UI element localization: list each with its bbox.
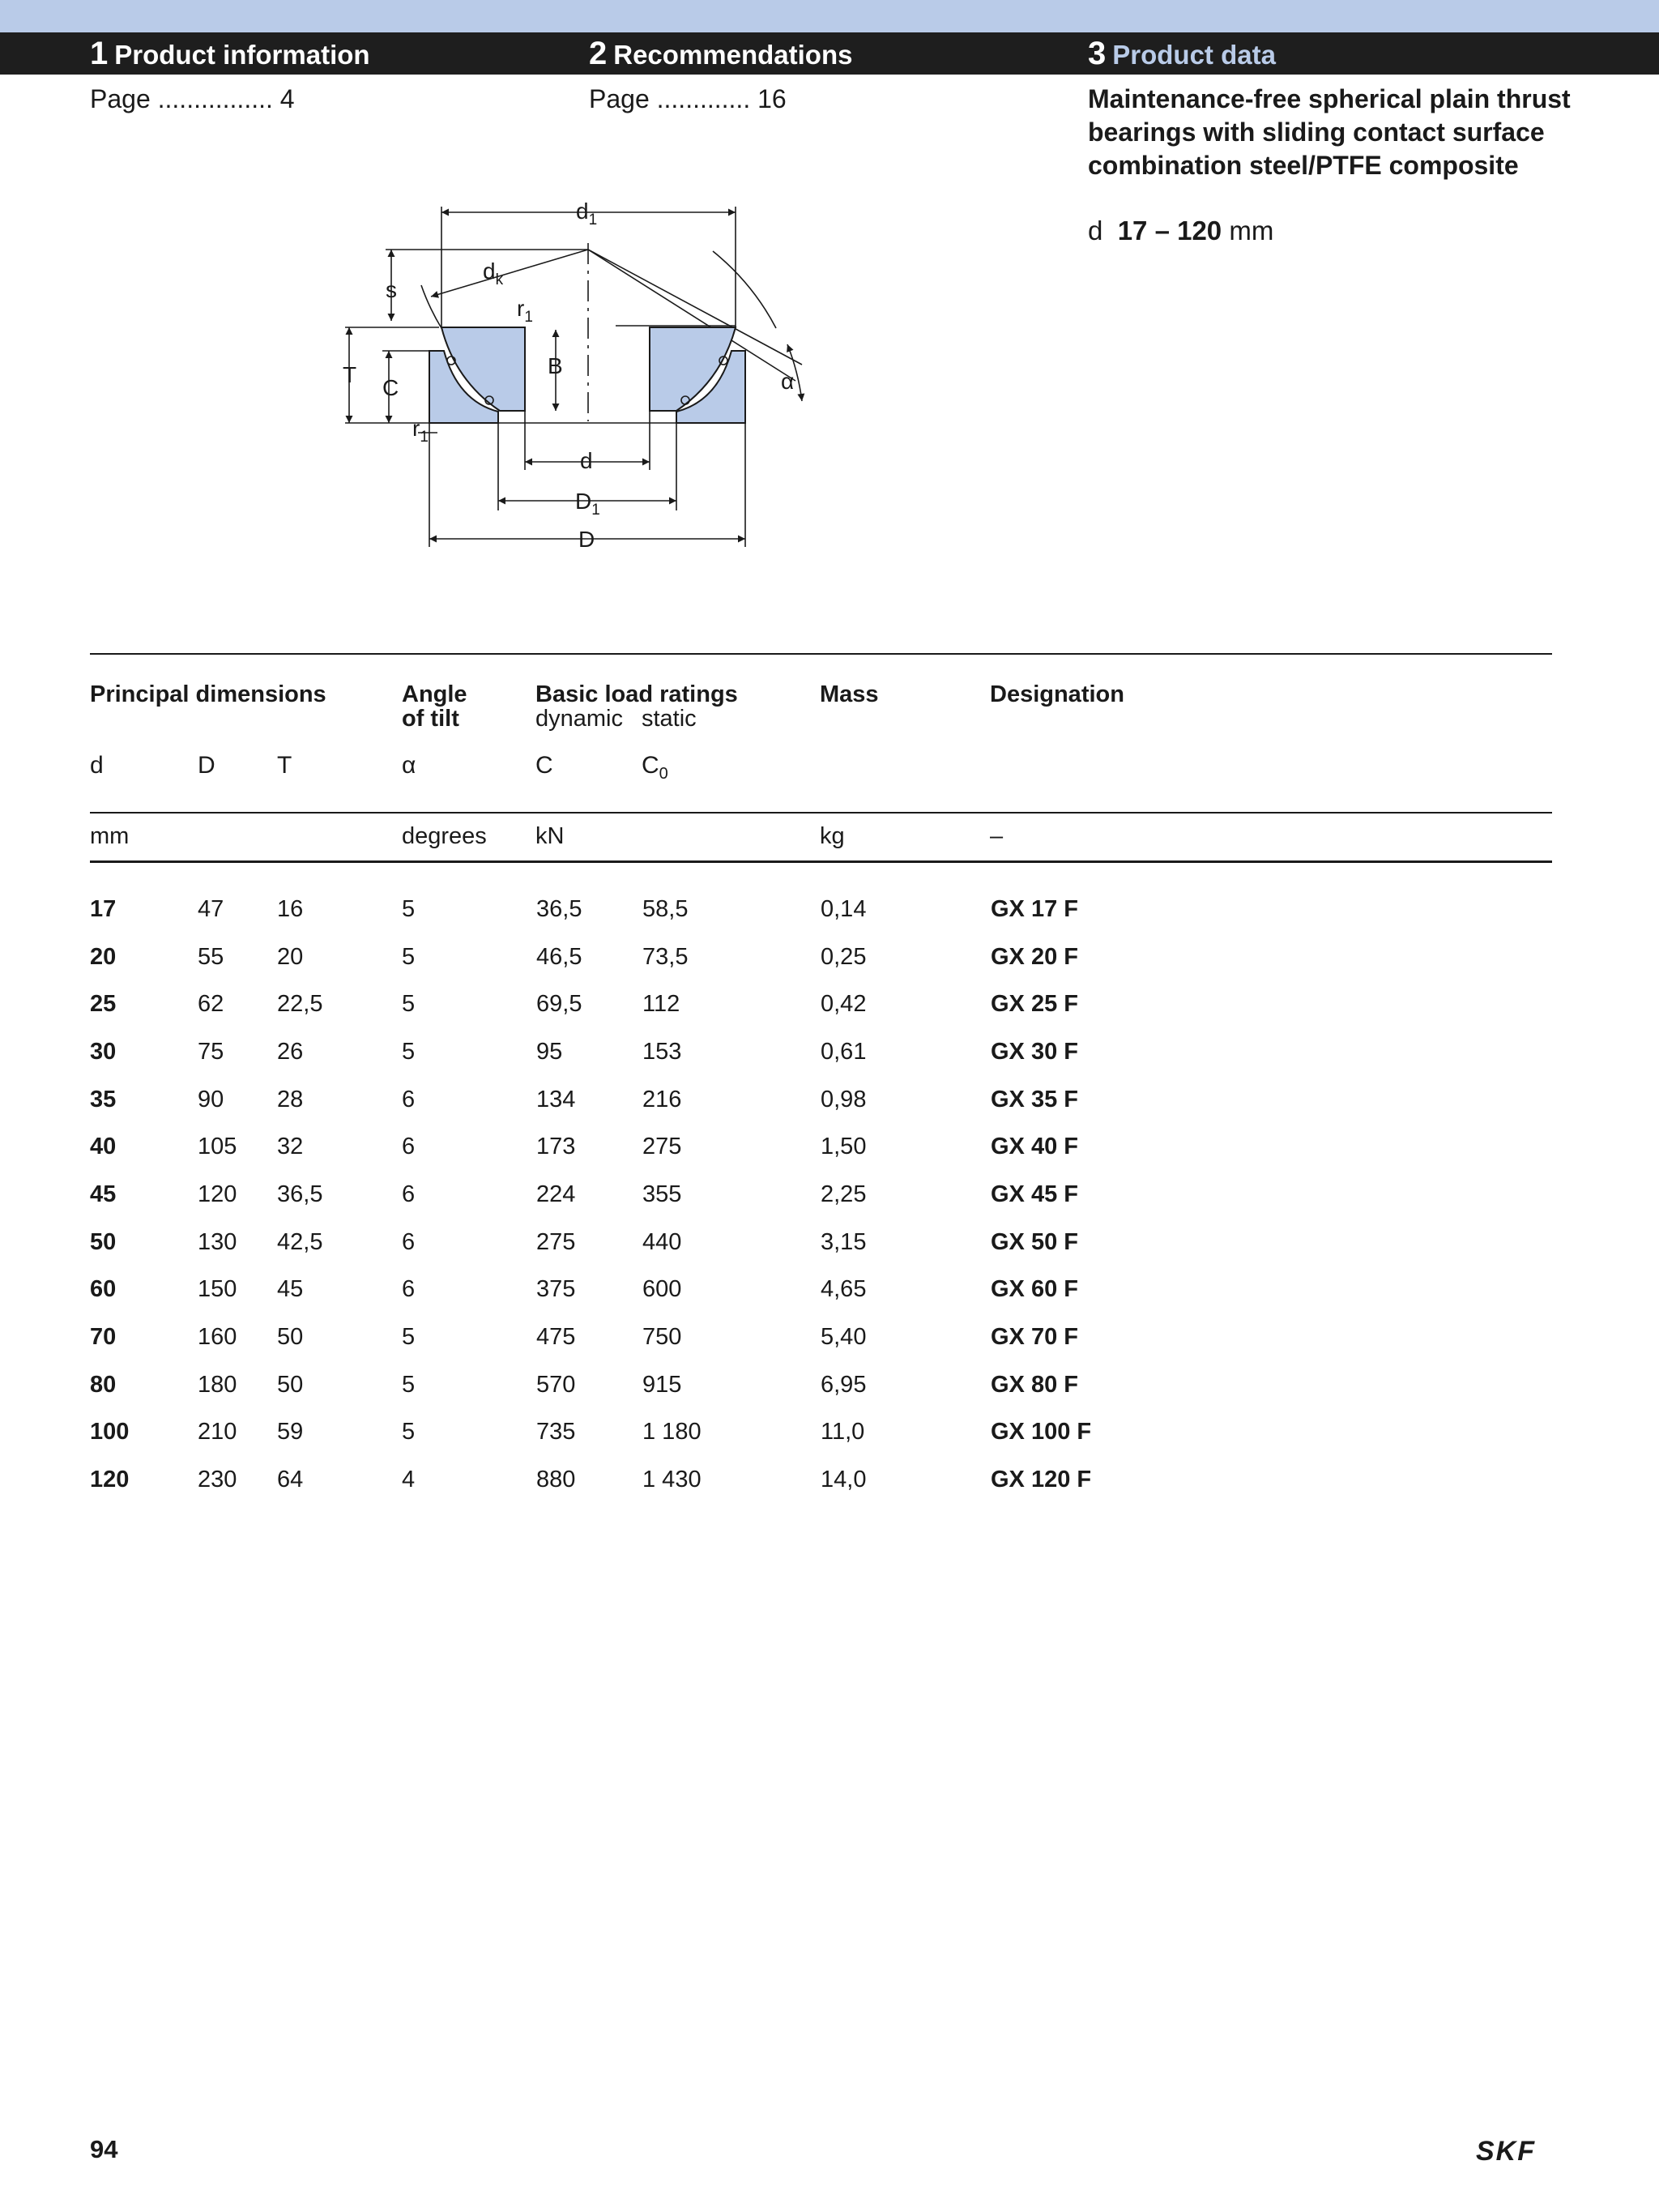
cell-d: 17 xyxy=(90,895,117,922)
bearing-cross-section-drawing xyxy=(0,0,1659,583)
cell-C0: 440 xyxy=(642,1228,682,1255)
cell-d: 25 xyxy=(90,991,117,1018)
cell-mass: 5,40 xyxy=(821,1324,867,1351)
cell-T: 42,5 xyxy=(277,1228,323,1255)
cell-D: 160 xyxy=(198,1324,237,1351)
cell-d: 80 xyxy=(90,1371,117,1398)
cell-D: 47 xyxy=(198,895,224,922)
symbol-T: T xyxy=(277,752,292,779)
cell-T: 64 xyxy=(277,1467,304,1493)
cell-designation: GX 17 F xyxy=(991,895,1078,922)
cell-C: 275 xyxy=(536,1228,576,1255)
table-row xyxy=(90,1123,1153,1171)
nav-label: Product information xyxy=(114,40,370,70)
cell-C0: 153 xyxy=(642,1038,682,1065)
nav-label: Recommendations xyxy=(613,40,853,70)
label-D1: $D_1$ xyxy=(575,489,600,519)
cell-designation: GX 20 F xyxy=(991,943,1078,970)
cell-designation: GX 100 F xyxy=(991,1419,1092,1445)
cell-D: 130 xyxy=(198,1228,237,1255)
cell-C: 134 xyxy=(536,1086,576,1112)
cell-alpha: 5 xyxy=(402,1038,416,1065)
label-C: C xyxy=(382,375,399,400)
label-d1: $d_1$ xyxy=(576,199,598,228)
header-basic-load-ratings: Basic load ratings xyxy=(535,681,738,707)
table-row xyxy=(90,1456,1153,1504)
cell-T: 45 xyxy=(277,1276,304,1303)
range-unit: mm xyxy=(1229,216,1274,246)
label-r1-top: $r_1$ xyxy=(517,296,533,326)
cell-T: 16 xyxy=(277,895,304,922)
cell-alpha: 5 xyxy=(402,991,416,1018)
header-angle: Angle xyxy=(402,681,467,707)
bearing-data-table xyxy=(90,886,1153,1504)
unit-dash: – xyxy=(990,823,1004,849)
skf-logo xyxy=(1463,2134,1549,2167)
cell-d: 30 xyxy=(90,1038,117,1065)
cell-mass: 0,98 xyxy=(821,1086,867,1112)
cell-D: 210 xyxy=(198,1419,237,1445)
page-link-recommendations[interactable]: Page ............. 16 xyxy=(589,84,787,113)
cell-d: 40 xyxy=(90,1134,117,1160)
range-symbol: d xyxy=(1088,216,1103,246)
cell-designation: GX 60 F xyxy=(991,1276,1078,1303)
cell-C0: 915 xyxy=(642,1371,682,1398)
cell-mass: 0,14 xyxy=(821,895,867,922)
nav-number: 1 xyxy=(90,36,109,71)
cell-C: 880 xyxy=(536,1467,576,1493)
header-dynamic: dynamic xyxy=(535,706,623,732)
header-of-tilt: of tilt xyxy=(402,706,459,732)
cell-mass: 4,65 xyxy=(821,1276,867,1303)
cell-alpha: 5 xyxy=(402,943,416,970)
cell-C0: 1 430 xyxy=(642,1467,702,1493)
cell-designation: GX 45 F xyxy=(991,1181,1078,1207)
cell-D: 105 xyxy=(198,1134,237,1160)
cell-T: 59 xyxy=(277,1419,304,1445)
cell-T: 20 xyxy=(277,943,304,970)
symbol-d: d xyxy=(90,752,104,779)
nav-label: Product data xyxy=(1112,40,1276,70)
table-row xyxy=(90,1028,1153,1076)
label-B: B xyxy=(548,353,563,378)
cell-alpha: 6 xyxy=(402,1086,416,1112)
cell-T: 50 xyxy=(277,1371,304,1398)
nav-number: 2 xyxy=(589,36,608,71)
cell-C0: 750 xyxy=(642,1324,682,1351)
cell-C0: 58,5 xyxy=(642,895,689,922)
cell-alpha: 4 xyxy=(402,1467,416,1493)
table-row xyxy=(90,1219,1153,1266)
table-row xyxy=(90,1361,1153,1409)
cell-mass: 11,0 xyxy=(821,1419,865,1445)
cell-mass: 1,50 xyxy=(821,1134,867,1160)
cell-T: 32 xyxy=(277,1134,304,1160)
cell-C: 36,5 xyxy=(536,895,582,922)
cell-C: 570 xyxy=(536,1371,576,1398)
cell-d: 60 xyxy=(90,1276,117,1303)
cell-designation: GX 80 F xyxy=(991,1371,1078,1398)
cell-C0: 355 xyxy=(642,1181,682,1207)
table-row xyxy=(90,1266,1153,1314)
cell-alpha: 5 xyxy=(402,1371,416,1398)
cell-d: 45 xyxy=(90,1181,117,1207)
cell-D: 120 xyxy=(198,1181,237,1207)
unit-kN: kN xyxy=(535,823,565,849)
cell-T: 50 xyxy=(277,1324,304,1351)
table-row xyxy=(90,933,1153,981)
cell-alpha: 6 xyxy=(402,1228,416,1255)
cell-D: 150 xyxy=(198,1276,237,1303)
units-bottom-rule xyxy=(90,860,1552,863)
cell-alpha: 5 xyxy=(402,1324,416,1351)
label-dk: $d_k$ xyxy=(483,258,504,288)
cell-C0: 1 180 xyxy=(642,1419,702,1445)
header-mass: Mass xyxy=(820,681,879,707)
cell-alpha: 6 xyxy=(402,1181,416,1207)
cell-C0: 600 xyxy=(642,1276,682,1303)
cell-alpha: 5 xyxy=(402,1419,416,1445)
nav-number: 3 xyxy=(1088,36,1107,71)
range-value: 17 – 120 xyxy=(1117,216,1222,246)
label-D: D xyxy=(578,527,595,552)
cell-designation: GX 70 F xyxy=(991,1324,1078,1351)
cell-C: 735 xyxy=(536,1419,576,1445)
page-link-product-information[interactable]: Page ................ 4 xyxy=(90,84,295,113)
cell-D: 180 xyxy=(198,1371,237,1398)
unit-degrees: degrees xyxy=(402,823,487,849)
cell-designation: GX 120 F xyxy=(991,1467,1092,1493)
unit-kg: kg xyxy=(820,823,845,849)
cell-C: 375 xyxy=(536,1276,576,1303)
cell-D: 55 xyxy=(198,943,224,970)
table-row xyxy=(90,1171,1153,1219)
table-row xyxy=(90,1313,1153,1361)
cell-D: 75 xyxy=(198,1038,224,1065)
cell-C: 224 xyxy=(536,1181,576,1207)
cell-d: 35 xyxy=(90,1086,117,1112)
cell-C: 46,5 xyxy=(536,943,582,970)
symbol-D: D xyxy=(198,752,215,779)
symbol-C0: $C_0$ xyxy=(642,752,668,783)
symbol-alpha: α xyxy=(402,752,416,779)
label-r1-bottom: $r_1$ xyxy=(412,416,429,446)
table-row xyxy=(90,1409,1153,1457)
cell-C0: 216 xyxy=(642,1086,682,1112)
header-designation: Designation xyxy=(990,681,1124,707)
cell-C: 69,5 xyxy=(536,991,582,1018)
cell-d: 120 xyxy=(90,1467,130,1493)
cell-d: 100 xyxy=(90,1419,130,1445)
label-s: s xyxy=(386,277,397,302)
cell-mass: 3,15 xyxy=(821,1228,867,1255)
page-number: 94 xyxy=(90,2135,118,2163)
cell-C: 95 xyxy=(536,1038,563,1065)
cell-designation: GX 30 F xyxy=(991,1038,1078,1065)
cell-mass: 0,25 xyxy=(821,943,867,970)
cell-alpha: 5 xyxy=(402,895,416,922)
svg-text:SKF: SKF xyxy=(1476,2136,1536,2167)
cell-D: 90 xyxy=(198,1086,224,1112)
cell-designation: GX 40 F xyxy=(991,1134,1078,1160)
table-row xyxy=(90,980,1153,1028)
cell-d: 20 xyxy=(90,943,117,970)
cell-mass: 0,61 xyxy=(821,1038,867,1065)
cell-T: 36,5 xyxy=(277,1181,323,1207)
cell-C0: 275 xyxy=(642,1134,682,1160)
symbol-C: C xyxy=(535,752,553,779)
label-T: T xyxy=(343,362,357,387)
table-row xyxy=(90,1076,1153,1124)
table-row xyxy=(90,886,1153,933)
cell-mass: 14,0 xyxy=(821,1467,867,1493)
cell-C: 173 xyxy=(536,1134,576,1160)
cell-T: 22,5 xyxy=(277,991,323,1018)
cell-d: 50 xyxy=(90,1228,117,1255)
cell-mass: 0,42 xyxy=(821,991,867,1018)
product-title: Maintenance-free spherical plain thrust bearings with sliding contact surface combination steel/PTFE composite xyxy=(1088,84,1571,180)
units-top-rule xyxy=(90,812,1552,813)
cell-C: 475 xyxy=(536,1324,576,1351)
cell-designation: GX 50 F xyxy=(991,1228,1078,1255)
cell-designation: GX 35 F xyxy=(991,1086,1078,1112)
cell-D: 62 xyxy=(198,991,224,1018)
table-top-rule xyxy=(90,653,1552,655)
unit-mm: mm xyxy=(90,823,130,849)
cell-C0: 73,5 xyxy=(642,943,689,970)
header-static: static xyxy=(642,706,697,732)
cell-mass: 6,95 xyxy=(821,1371,867,1398)
cell-alpha: 6 xyxy=(402,1134,416,1160)
cell-designation: GX 25 F xyxy=(991,991,1078,1018)
cell-C0: 112 xyxy=(642,991,680,1018)
header-principal-dimensions: Principal dimensions xyxy=(90,681,326,707)
cell-D: 230 xyxy=(198,1467,237,1493)
label-alpha: α xyxy=(781,369,795,394)
label-d: d xyxy=(580,448,593,473)
cell-T: 28 xyxy=(277,1086,304,1112)
cell-mass: 2,25 xyxy=(821,1181,867,1207)
cell-d: 70 xyxy=(90,1324,117,1351)
cell-alpha: 6 xyxy=(402,1276,416,1303)
cell-T: 26 xyxy=(277,1038,304,1065)
